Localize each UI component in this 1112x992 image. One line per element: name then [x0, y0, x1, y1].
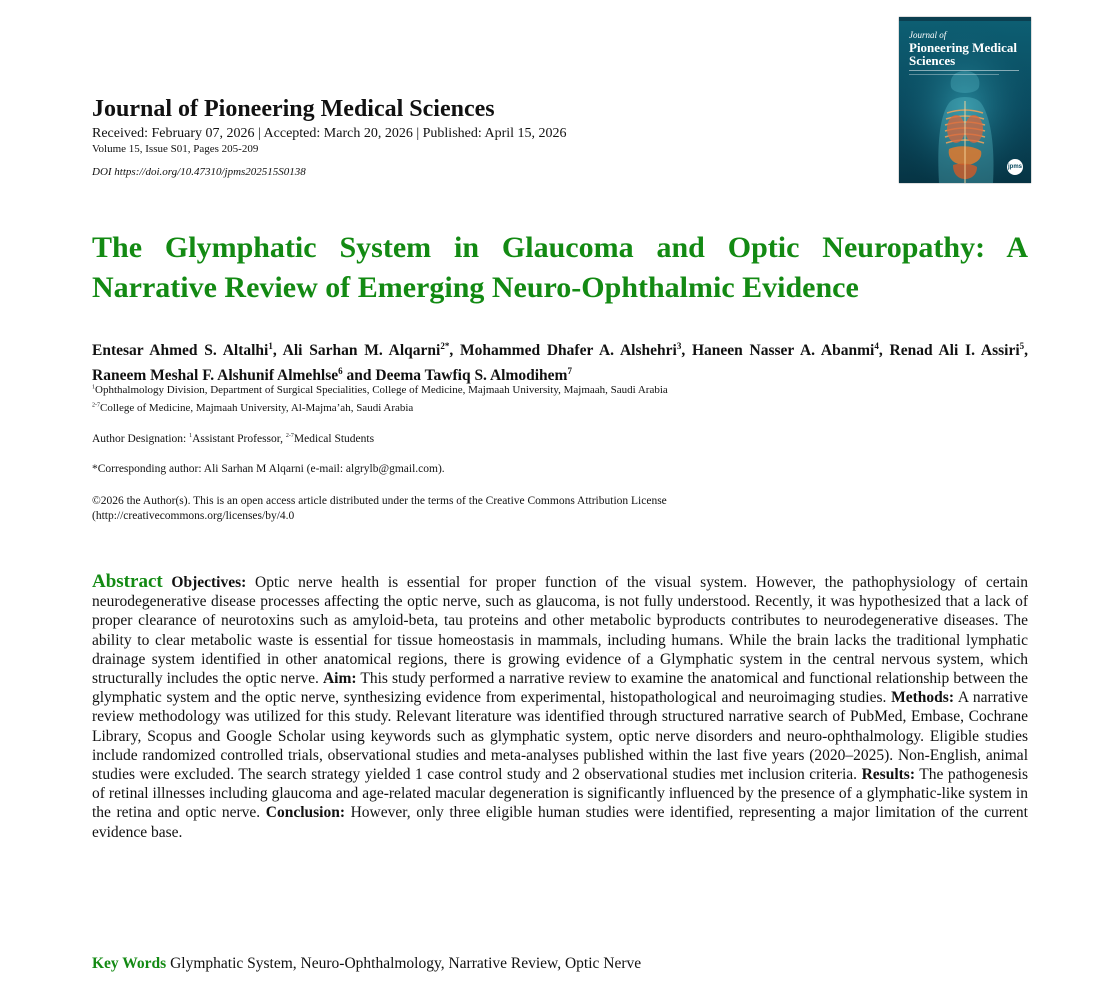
designation-sup-1: 1 [189, 433, 193, 440]
author-affiliation-sup: 2* [440, 341, 450, 351]
author-affiliation-sup: 6 [338, 366, 343, 377]
author-separator: , [1024, 342, 1029, 360]
affiliation-2-text: College of Medicine, Majmaah University, Al-Majma’ah, Saudi Arabia [100, 402, 414, 414]
author-name: Entesar Ahmed S. Altalhi [92, 342, 269, 360]
author-list [92, 336, 1028, 386]
designation-sup-2: 2-7 [285, 433, 294, 440]
author-name: Deema Tawfiq S. Almodihem [375, 367, 568, 385]
conclusion-label: Conclusion: [265, 804, 346, 822]
license-statement: ©2026 the Author(s). This is an open access article distributed under the terms of the Creative Commons Attribution License (http://creativecommons.org/licenses/by/4.0 [92, 495, 667, 522]
journal-cover-image [899, 17, 1031, 183]
designation-role-2: Medical Students [293, 433, 375, 445]
keywords-text: Glymphatic System, Neuro-Ophthalmology, Narrative Review, Optic Nerve [166, 955, 642, 972]
keywords-heading: Key Words [92, 955, 167, 972]
author-name: Ali Sarhan M. Alqarni [282, 342, 441, 360]
abstract-heading: Abstract [92, 571, 163, 592]
keywords-section [92, 955, 641, 973]
cover-line-1: Journal of [909, 30, 947, 40]
objectives-text: Optic nerve health is essential for proper function of the visual system. However, the pathophysiology of certain neurodegenerative disease processes affecting the optic nerve, such as glaucoma, is not fully understood. Recently, it was hypothesized that a lack of proper clearance of neurotoxins such as amyloid-beta, tau proteins and other metabolic byproducts contributes to neurodegenerative diseases. The ability to clear metabolic waste is essential for tissue homeostasis in mammals, including humans. While the brain lacks the traditional lymphatic drainage system identified in other anatomical regions, there is growing evidence of a Glymphatic system in the central nervous system, which structurally includes the optic nerve. [92, 574, 1029, 688]
author-separator: , [272, 342, 283, 360]
affiliation-1 [92, 384, 668, 396]
author-name: Renad Ali I. Assiri [889, 342, 1020, 360]
author-separator: , [681, 342, 692, 360]
author-separator: , [878, 342, 890, 360]
author-name: Raneem Meshal F. Alshunif Almehlse [92, 367, 339, 385]
doi-link[interactable]: DOI https://doi.org/10.47310/jpms202515S0138 [92, 166, 306, 178]
jpms-logo-icon: jpms [1007, 159, 1023, 175]
cover-journal-name [909, 31, 1017, 67]
designation-role-1: Assistant Professor, [192, 433, 286, 445]
volume-info: Volume 15, Issue S01, Pages 205-209 [92, 143, 259, 155]
author-affiliation-sup: 4 [874, 341, 879, 351]
author-separator: and [342, 367, 376, 385]
cover-divider [909, 70, 1019, 71]
results-text: The pathogenesis of retinal illnesses including glaucoma and age-related macular degeneration is significantly influenced by the presence of a glymphatic-like system in the retina and optic nerve. [92, 766, 1028, 822]
affiliation-1-sup: 1 [92, 384, 95, 391]
corresponding-author: *Corresponding author: Ali Sarhan M Alqarni (e-mail: algrylb@gmail.com). [92, 463, 445, 475]
conclusion-text: However, only three eligible human studies were identified, representing a major limitation of the current evidence base. [92, 804, 1028, 841]
objectives-label: Objectives: [171, 574, 247, 591]
journal-title: Journal of Pioneering Medical Sciences [92, 96, 495, 122]
abstract-section [92, 572, 1028, 842]
affiliation-2 [92, 402, 413, 414]
aim-label: Aim: [322, 670, 357, 688]
cover-divider-2 [909, 74, 999, 75]
author-affiliation-sup: 5 [1019, 341, 1025, 351]
affiliation-1-text: Ophthalmology Division, Department of Surgical Specialities, College of Medicine, Majmaah University, Majmaah, Saudi Arabia [95, 384, 668, 396]
affiliation-2-sup: 2-7 [92, 402, 100, 409]
author-designation [92, 433, 374, 445]
author-name: Mohammed Dhafer A. Alshehri [460, 342, 677, 360]
author-separator: , [449, 342, 461, 360]
designation-label: Author Designation: [92, 433, 190, 445]
author-affiliation-sup: 7 [567, 366, 572, 377]
results-label: Results: [861, 766, 915, 784]
methods-label: Methods: [891, 689, 954, 707]
publication-dates: Received: February 07, 2026 | Accepted: March 20, 2026 | Published: April 15, 2026 [92, 126, 567, 141]
methods-text: A narrative review methodology was utilized for this study. Relevant literature was identified through structured narrative search of PubMed, Embase, Cochrane Library, Scopus and Google Scholar using keywords such as glymphatic system, optic nerve disorders and neuro-ophthalmology. Eligible studies include randomized controlled trials, observational studies and meta-analyses published within the last five years (2020–2025). Non-English, animal studies were excluded. The search strategy yielded 1 case control study and 2 observational studies met inclusion criteria. [92, 689, 1028, 784]
article-title: The Glymphatic System in Glaucoma and Optic Neuropathy: A Narrative Review of Emerging Neuro-Ophthalmic Evidence [92, 231, 1028, 304]
aim-text: This study performed a narrative review to examine the anatomical and functional relationship between the glymphatic system and the optic nerve, synthesizing evidence from experimental, histopathological and neuroimaging studies. [92, 670, 1028, 707]
author-name: Haneen Nasser A. Abanmi [691, 342, 875, 360]
author-affiliation-sup: 1 [268, 341, 273, 351]
cover-line-3: Sciences [909, 53, 956, 68]
cover-line-2: Pioneering Medical [909, 40, 1017, 55]
author-affiliation-sup: 3 [676, 341, 682, 351]
